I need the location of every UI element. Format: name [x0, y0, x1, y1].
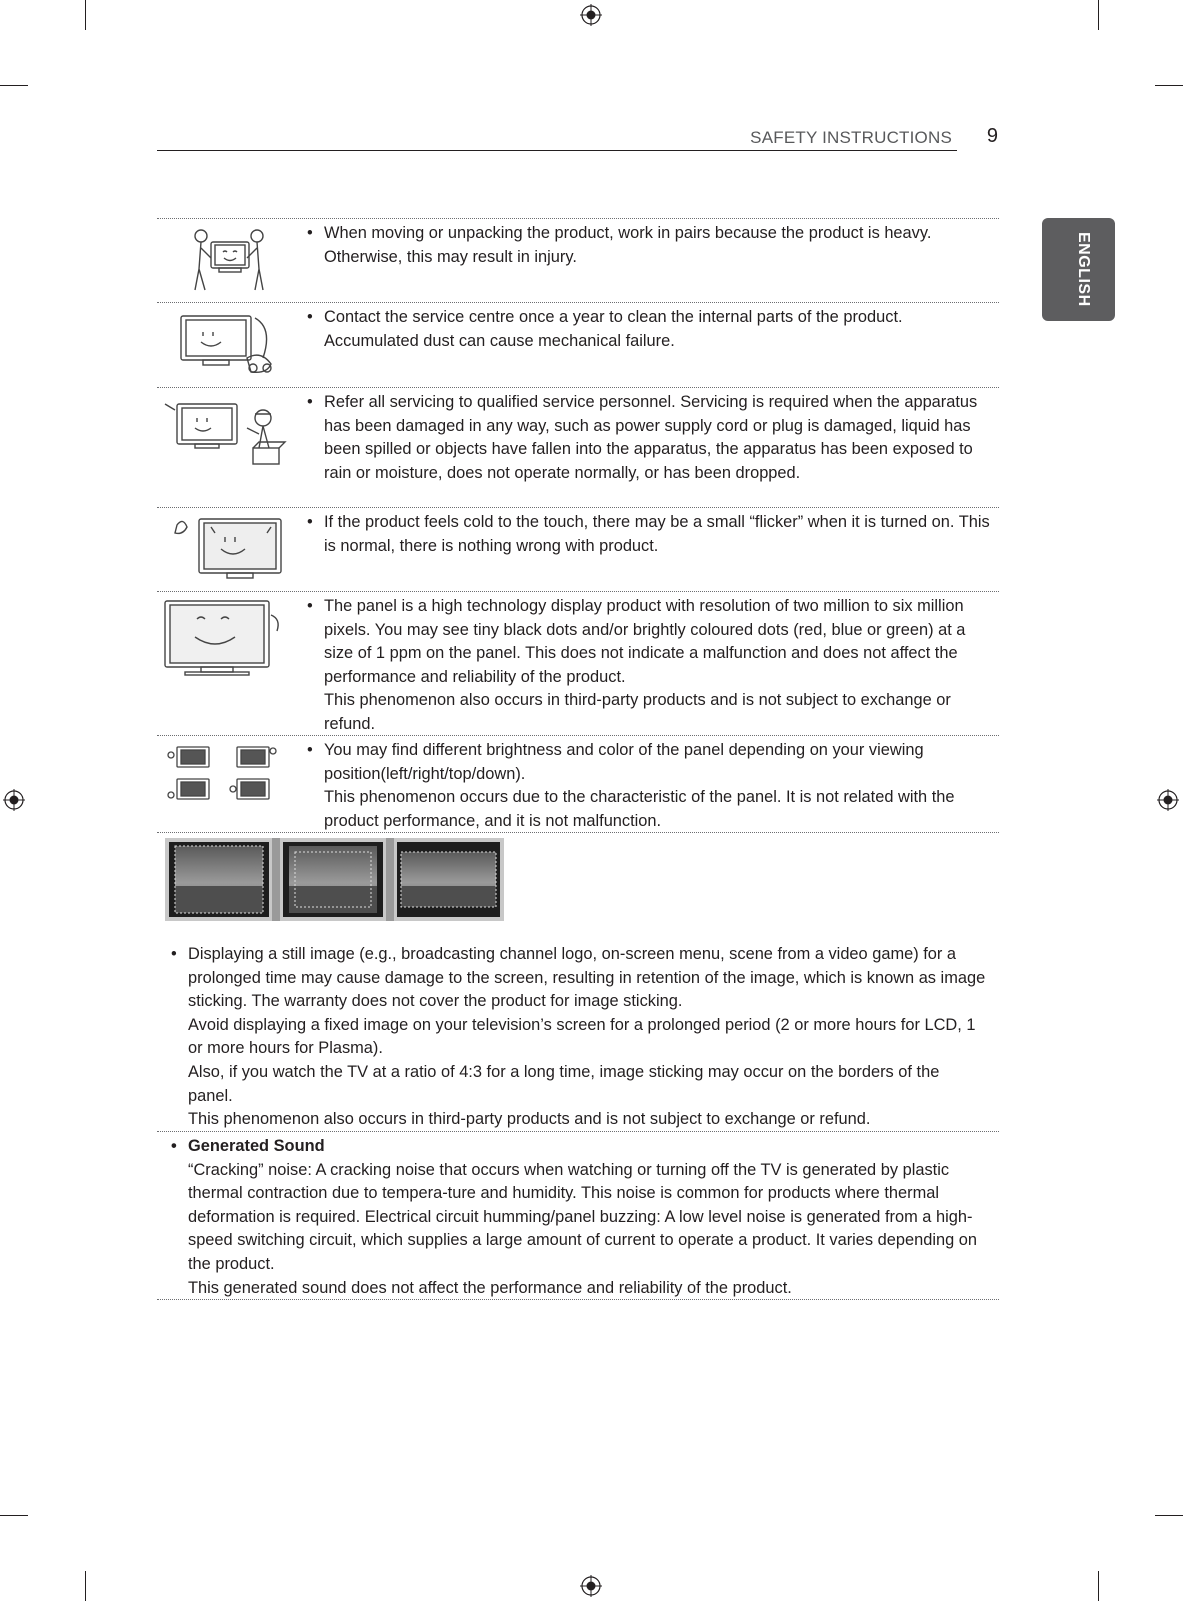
sticking-example-right	[397, 842, 500, 917]
registration-mark-icon	[3, 789, 25, 811]
safety-item	[157, 302, 999, 387]
crop-mark	[85, 0, 86, 30]
paragraph: This generated sound does not affect the performance and reliability of the product.	[188, 1278, 792, 1297]
paragraph: Otherwise, this may result in injury.	[324, 247, 577, 266]
crop-mark	[1155, 1515, 1183, 1516]
viewing-angle-tvs-icon	[163, 741, 293, 811]
paragraph: You may find different brightness and color of the panel depending on your viewing position(left/right/top/down).	[324, 741, 924, 783]
item-text	[307, 511, 992, 558]
paragraph: The panel is a high technology display product with resolution of two million to six million pixels. You may see tiny black dots and/or brightly coloured dots (red, blue or green) at a size of 1 ppm on the panel. This does not indicate a malfunction and does not affect the performance and reliability of the product.	[324, 597, 966, 686]
header-rule	[157, 150, 957, 151]
image-sticking-examples	[165, 838, 504, 921]
item-text	[307, 595, 992, 737]
bullet: •	[307, 393, 313, 411]
sticking-example-center	[283, 842, 383, 917]
tv-pixel-dots-icon	[163, 597, 293, 683]
crop-mark	[0, 85, 28, 86]
image-sticking-section	[171, 943, 986, 1132]
language-tab-label: ENGLISH	[1075, 232, 1092, 307]
bullet: •	[307, 224, 313, 242]
crop-mark	[85, 1571, 86, 1601]
paragraph: If the product feels cold to the touch, there may be a small “flicker” when it is turned on. This is normal, there is nothing wrong with product.	[324, 513, 990, 555]
safety-item	[157, 387, 999, 507]
two-people-carrying-tv-icon	[163, 224, 293, 294]
sticking-example-left	[169, 842, 269, 917]
section-heading: Generated Sound	[188, 1137, 325, 1155]
safety-item	[157, 735, 999, 832]
crop-mark	[1098, 1571, 1099, 1601]
tv-service-technician-icon	[163, 393, 293, 473]
page-header	[157, 126, 998, 152]
registration-mark-icon	[580, 1575, 602, 1597]
language-tab	[1042, 218, 1115, 321]
generated-sound-section	[171, 1135, 986, 1300]
bullet: •	[307, 308, 313, 326]
paragraph: “Cracking” noise: A cracking noise that occurs when watching or turning off the TV is generated by plastic thermal contraction due to tempera-ture and humidity. This noise is common for products where thermal deformation is required. Electrical circuit humming/panel buzzing: A low level noise is generated from a high-speed switching circuit, which supplies a large amount of current to operate a product. It varies depending on the product.	[188, 1160, 978, 1273]
crop-mark	[1155, 85, 1183, 86]
registration-mark-icon	[1157, 789, 1179, 811]
paragraph: Avoid displaying a fixed image on your television’s screen for a prolonged period (2 or more hours for LCD, 1 or more hours for Plasma).	[188, 1015, 976, 1058]
paragraph: This phenomenon occurs due to the characteristic of the panel. It is not related with the product performance, and it is not malfunction.	[324, 788, 955, 830]
paragraph: Displaying a still image (e.g., broadcasting channel logo, on-screen menu, scene from a video game) for a prolonged time may cause damage to the screen, resulting in retention of the image, which is known as image sticking. The warranty does not cover the product for image sticking.	[188, 945, 986, 1011]
paragraph: This phenomenon also occurs in third-party products and is not subject to exchange or refund.	[324, 691, 951, 733]
safety-item	[157, 591, 999, 735]
safety-item	[157, 218, 999, 302]
registration-mark-icon	[580, 4, 602, 26]
bullet: •	[307, 741, 313, 759]
item-text	[307, 222, 992, 269]
tv-vacuum-cleaner-icon	[163, 308, 293, 378]
bullet: •	[171, 1137, 177, 1155]
crop-mark	[1098, 0, 1099, 30]
cold-tv-flicker-icon	[163, 513, 293, 583]
bullet: •	[171, 945, 177, 963]
paragraph: Refer all servicing to qualified service personnel. Servicing is required when the apparatus has been damaged in any way, such as power supply cord or plug is damaged, liquid has been spilled or objects have fallen into the apparatus, the apparatus has been exposed to rain or moisture, does not operate normally, or has been dropped.	[324, 393, 978, 482]
paragraph: Contact the service centre once a year to clean the internal parts of the product. Accumulated dust can cause mechanical failure.	[324, 308, 903, 350]
paragraph: This phenomenon also occurs in third-party products and is not subject to exchange or refund.	[188, 1110, 871, 1129]
section-title: SAFETY INSTRUCTIONS	[750, 128, 952, 147]
page-number: 9	[986, 125, 998, 147]
item-text	[307, 739, 992, 833]
item-text	[307, 306, 992, 353]
crop-mark	[0, 1515, 28, 1516]
safety-item	[157, 507, 999, 591]
paragraph: When moving or unpacking the product, work in pairs because the product is heavy.	[324, 224, 932, 242]
paragraph: Also, if you watch the TV at a ratio of 4:3 for a long time, image sticking may occur on the borders of the panel.	[188, 1062, 940, 1105]
bullet: •	[307, 597, 313, 615]
bullet: •	[307, 513, 313, 531]
item-text	[307, 391, 992, 485]
